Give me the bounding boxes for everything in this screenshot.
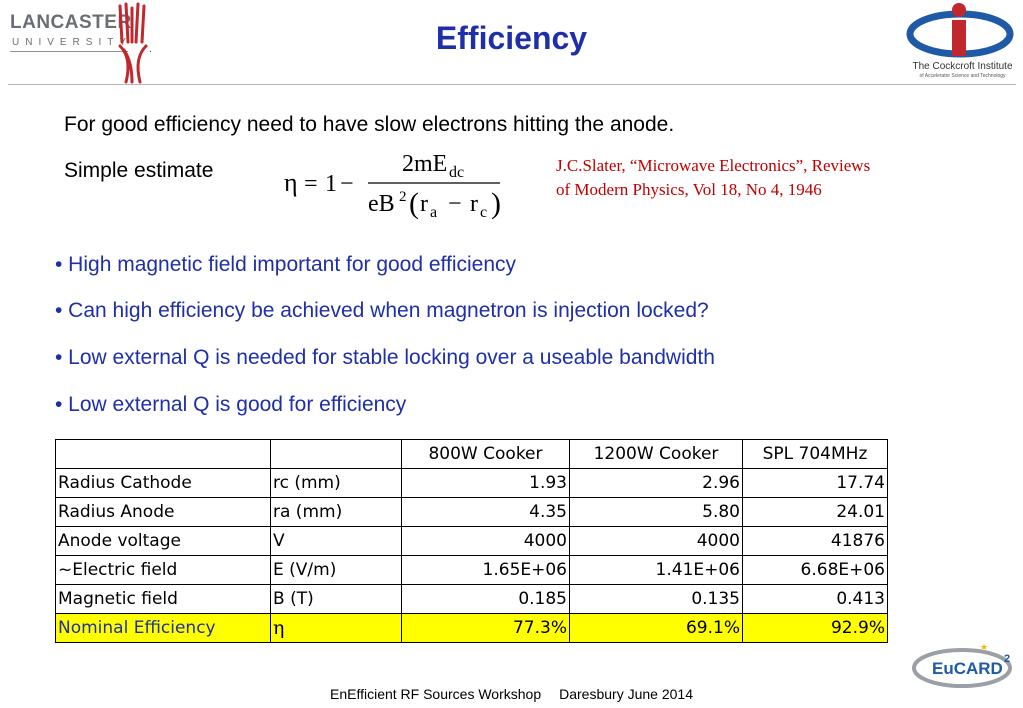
table-cell: 24.01	[743, 498, 888, 527]
magnetron-comparison-table	[55, 439, 888, 643]
table-cell: 17.74	[743, 469, 888, 498]
slide-title: Efficiency	[435, 20, 588, 56]
formula-open-paren: (	[409, 187, 419, 220]
formula-minus: −	[340, 171, 354, 197]
table-cell: 2.96	[570, 469, 743, 498]
reference-line-2: of Modern Physics, Vol 18, No 4, 1946	[556, 180, 822, 199]
table-cell: 0.135	[570, 585, 743, 614]
reference-line-1: J.C.Slater, “Microwave Electronics”, Reviews	[556, 156, 871, 175]
bullet-item: • Low external Q is good for efficiency	[55, 393, 407, 416]
table-cell: 0.413	[743, 585, 888, 614]
table-cell: 1.65E+06	[402, 556, 570, 585]
table-header-cell: 800W Cooker	[402, 440, 570, 469]
table-cell: ~Electric field	[56, 556, 271, 585]
table-cell: 4.35	[402, 498, 570, 527]
estimate-label: Simple estimate	[64, 159, 214, 182]
table-cell: Nominal Efficiency	[56, 614, 271, 643]
table-cell: 92.9%	[743, 614, 888, 643]
table-cell: V	[271, 527, 402, 556]
formula-eta: η	[284, 168, 298, 197]
table-cell: Radius Cathode	[56, 469, 271, 498]
formula-close-paren: )	[491, 187, 501, 220]
table-cell: 4000	[402, 527, 570, 556]
table-cell: 69.1%	[570, 614, 743, 643]
lancaster-logo-name: LANCASTER	[10, 12, 132, 33]
lancaster-logo-subtitle: UNIVERSITY	[12, 37, 133, 48]
eucard-star-icon: ★	[980, 642, 989, 652]
formula-denominator-eb: eB	[368, 191, 395, 217]
cockcroft-logo-tagline: of Accelerator Science and Technology	[919, 73, 1006, 79]
table-cell: Magnetic field	[56, 585, 271, 614]
table-row	[56, 585, 888, 614]
table-header-cell	[56, 440, 271, 469]
cockcroft-logo-name: The Cockcroft Institute	[912, 61, 1013, 72]
table-cell: rc (mm)	[271, 469, 402, 498]
formula-denominator-minus: −	[448, 191, 462, 217]
bullet-item: • High magnetic field important for good efficiency	[55, 253, 517, 276]
table-cell: 0.185	[402, 585, 570, 614]
formula-rc: r	[470, 191, 478, 217]
formula-ra-sub: a	[430, 204, 438, 221]
bullet-item: • Low external Q is needed for stable locking over a useable bandwidth	[55, 346, 715, 369]
formula-numerator: 2mE	[402, 151, 448, 177]
formula-equals: =	[304, 171, 318, 197]
table-header-row	[56, 440, 888, 469]
table-cell: 1.93	[402, 469, 570, 498]
table-cell: B (T)	[271, 585, 402, 614]
formula-numerator-sub: dc	[449, 164, 465, 181]
eucard-logo-text: EuCARD	[932, 659, 1003, 678]
table-header-cell: 1200W Cooker	[570, 440, 743, 469]
table-cell: 6.68E+06	[743, 556, 888, 585]
table-cell: ra (mm)	[271, 498, 402, 527]
table-header-cell: SPL 704MHz	[743, 440, 888, 469]
eucard-logo-icon	[910, 640, 1020, 690]
bullet-item: • Can high efficiency be achieved when magnetron is injection locked?	[55, 299, 709, 322]
footer-location: Daresbury June 2014	[559, 686, 693, 702]
table-cell: E (V/m)	[271, 556, 402, 585]
table-cell: 5.80	[570, 498, 743, 527]
table-cell: 77.3%	[402, 614, 570, 643]
table-cell: 41876	[743, 527, 888, 556]
footer-workshop: EnEfficient RF Sources Workshop	[329, 686, 542, 702]
table-cell: 1.41E+06	[570, 556, 743, 585]
formula-rc-sub: c	[480, 204, 488, 221]
eucard-logo-sup: 2	[1004, 653, 1011, 665]
table-header-cell	[271, 440, 402, 469]
lancaster-logo-dot: .	[149, 44, 152, 55]
table-cell: Anode voltage	[56, 527, 271, 556]
table-cell: 4000	[570, 527, 743, 556]
formula-ra: r	[420, 191, 428, 217]
slide-footer	[0, 686, 1023, 702]
table-cell: Radius Anode	[56, 498, 271, 527]
formula-denominator-sup: 2	[399, 189, 407, 205]
formula-one: 1	[325, 171, 337, 197]
table-row-highlighted	[56, 614, 888, 643]
table-cell: η	[271, 614, 402, 643]
table-row	[56, 469, 888, 498]
table-row	[56, 498, 888, 527]
header-divider	[8, 84, 1016, 85]
table-row	[56, 556, 888, 585]
efficiency-formula	[282, 143, 522, 223]
intro-text: For good efficiency need to have slow electrons hitting the anode.	[64, 113, 675, 136]
table-row	[56, 527, 888, 556]
